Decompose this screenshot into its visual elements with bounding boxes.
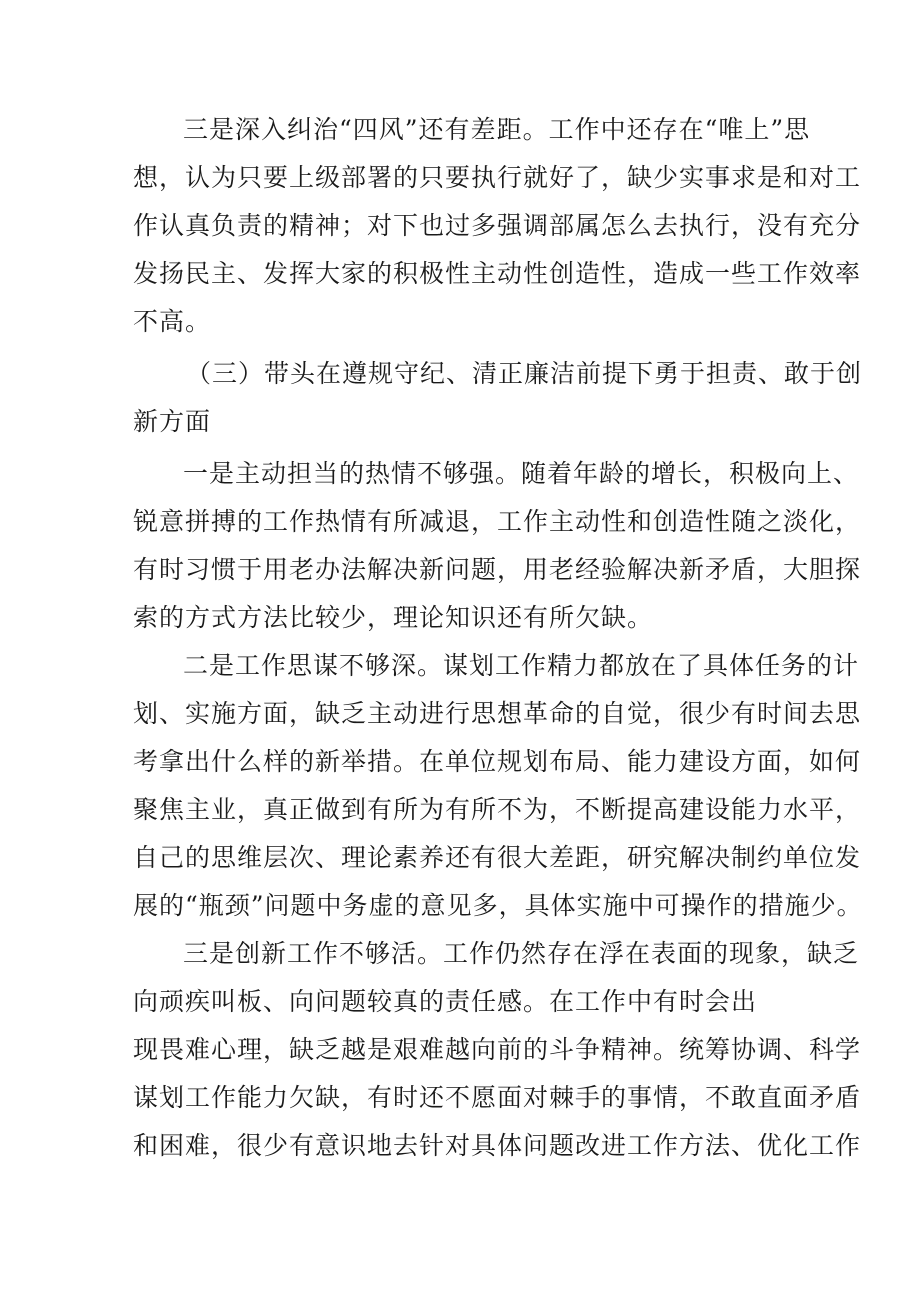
text-line: 现畏难心理，缺乏越是艰难越向前的斗争精神。统筹协调、科学 — [133, 1035, 862, 1064]
text-line: 想，认为只要上级部署的只要执行就好了，缺少实事求是和对工 — [133, 163, 862, 192]
text-line: 二是工作思谋不够深。谋划工作精力都放在了具体任务的计 — [183, 651, 860, 680]
text-line: 自己的思维层次、理论素养还有很大差距，研究解决制约单位发 — [133, 843, 862, 872]
text-line: 锐意拼搏的工作热情有所减退，工作主动性和创造性随之淡化， — [133, 507, 862, 536]
text-line: 和困难，很少有意识地去针对具体问题改进工作方法、优化工作 — [133, 1131, 862, 1160]
text-line: 不高。 — [133, 307, 212, 336]
text-line: 谋划工作能力欠缺，有时还不愿面对棘手的事情，不敢直面矛盾 — [133, 1083, 862, 1112]
text-line: 一是主动担当的热情不够强。随着年龄的增长，积极向上、 — [183, 459, 860, 488]
text-line: 作认真负责的精神；对下也过多强调部属怎么去执行，没有充分 — [133, 211, 862, 240]
text-line: 有时习惯于用老办法解决新问题，用老经验解决新矛盾，大胆探 — [133, 555, 862, 584]
text-line: 聚焦主业，真正做到有所为有所不为，不断提高建设能力水平， — [133, 795, 862, 824]
text-line: 向顽疾叫板、向问题较真的责任感。在工作中有时会出 — [133, 987, 758, 1016]
text-line: 发扬民主、发挥大家的积极性主动性创造性，造成一些工作效率 — [133, 259, 862, 288]
text-line: 索的方式方法比较少，理论知识还有所欠缺。 — [133, 603, 654, 632]
section-heading: 新方面 — [133, 407, 212, 436]
text-line: 展的“瓶颈”问题中务虚的意见多，具体实施中可操作的措施少。 — [133, 891, 863, 920]
text-line: 划、实施方面，缺乏主动进行思想革命的自觉，很少有时间去思 — [133, 699, 862, 728]
text-line: 三是深入纠治“四风”还有差距。工作中还存在“唯上”思 — [183, 115, 811, 144]
section-heading: （三）带头在遵规守纪、清正廉洁前提下勇于担责、敢于创 — [186, 359, 863, 388]
text-line: 三是创新工作不够活。工作仍然存在浮在表面的现象，缺乏 — [183, 939, 860, 968]
text-line: 考拿出什么样的新举措。在单位规划布局、能力建设方面，如何 — [133, 747, 862, 776]
